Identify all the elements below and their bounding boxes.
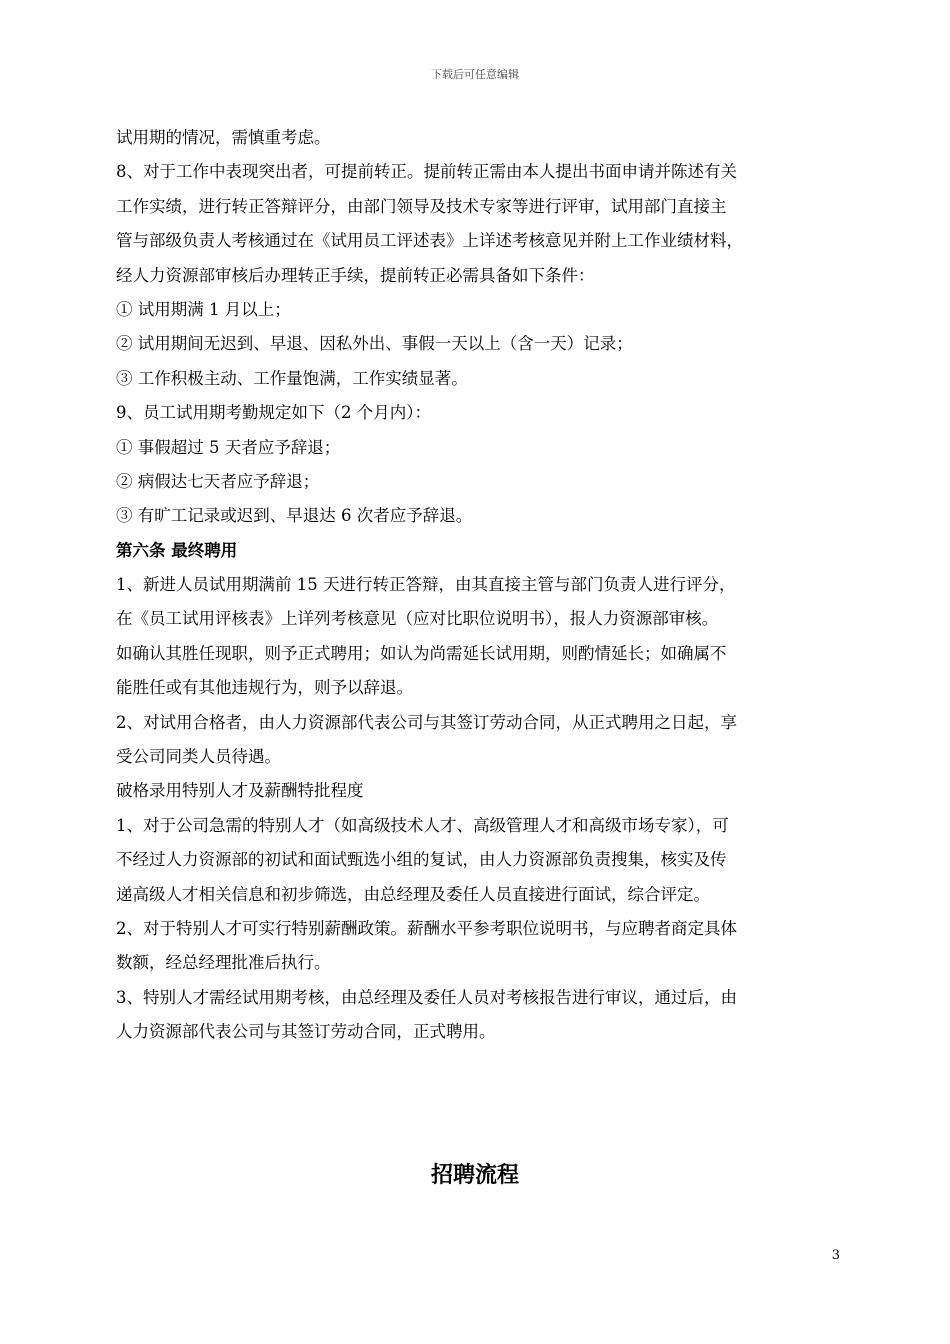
section-title: 招聘流程: [430, 1162, 519, 1188]
paragraph-line: 3、特别人才需经试用期考核，由总经理及委任人员对考核报告进行审议，通过后，由: [116, 987, 737, 1007]
paragraph-line: 管与部级负责人考核通过在《试用员工评述表》上详述考核意见并附上工作业绩材料，: [116, 231, 743, 251]
list-item: ② 试用期间无迟到、早退、因私外出、事假一天以上（含一天）记录；: [116, 334, 633, 354]
paragraph-line: 1、对于公司急需的特别人才（如高级技术人才、高级管理人才和高级市场专家），可: [116, 815, 729, 835]
list-item: ② 病假达七天者应予辞退；: [116, 471, 320, 491]
paragraph-line: 不经过人力资源部的初试和面试甄选小组的复试，由人力资源部负责搜集，核实及传: [116, 850, 727, 870]
paragraph-line: 如确认其胜任现职，则予正式聘用；如认为尚需延长试用期，则酌情延长；如确属不: [116, 643, 727, 663]
paragraph-line: 人力资源部代表公司与其签订劳动合同，正式聘用。: [116, 1022, 496, 1042]
paragraph-line: 2、对试用合格者，由人力资源部代表公司与其签订劳动合同，从正式聘用之日起，享: [116, 712, 737, 732]
paragraph-line: 工作实绩，进行转正答辩评分，由部门领导及技术专家等进行评审，试用部门直接主: [116, 196, 727, 216]
list-item: ③ 工作积极主动、工作量饱满，工作实绩显著。: [116, 368, 468, 388]
paragraph-line: 递高级人才相关信息和初步筛选，由总经理及委任人员直接进行面试，综合评定。: [116, 884, 710, 904]
paragraph-line: 能胜任或有其他违规行为，则予以辞退。: [116, 678, 413, 698]
paragraph-line: 9、员工试用期考勤规定如下（2 个月内）：: [116, 403, 431, 423]
paragraph-line: 数额，经总经理批准后执行。: [116, 953, 331, 973]
page-number: 3: [831, 1248, 840, 1263]
list-item: ③ 有旷工记录或迟到、早退达 6 次者应予辞退。: [116, 506, 473, 526]
paragraph-line: 1、新进人员试用期满前 15 天进行转正答辩，由其直接主管与部门负责人进行评分，: [116, 575, 736, 595]
paragraph-line: 2、对于特别人才可实行特别薪酬政策。薪酬水平参考职位说明书，与应聘者商定具体: [116, 918, 737, 938]
article-heading: 第六条 最终聘用: [116, 540, 238, 560]
list-item: ① 事假超过 5 天者应予辞退；: [116, 437, 341, 457]
list-item: ① 试用期满 1 月以上；: [116, 299, 291, 319]
document-body: [116, 121, 841, 1050]
paragraph-line: 在《员工试用评核表》上详列考核意见（应对比职位说明书），报人力资源部审核。: [116, 609, 719, 629]
paragraph-line: 受公司同类人员待遇。: [116, 747, 281, 767]
paragraph-line: 8、对于工作中表现突出者，可提前转正。提前转正需由本人提出书面申请并陈述有关: [116, 162, 737, 182]
paragraph-line: 试用期的情况，需慎重考虑。: [116, 128, 331, 147]
subsection-heading: 破格录用特别人才及薪酬特批程度: [116, 781, 364, 801]
page-header: 下载后可任意编辑: [431, 68, 519, 81]
paragraph-line: 经人力资源部审核后办理转正手续，提前转正必需具备如下条件：: [116, 265, 595, 285]
